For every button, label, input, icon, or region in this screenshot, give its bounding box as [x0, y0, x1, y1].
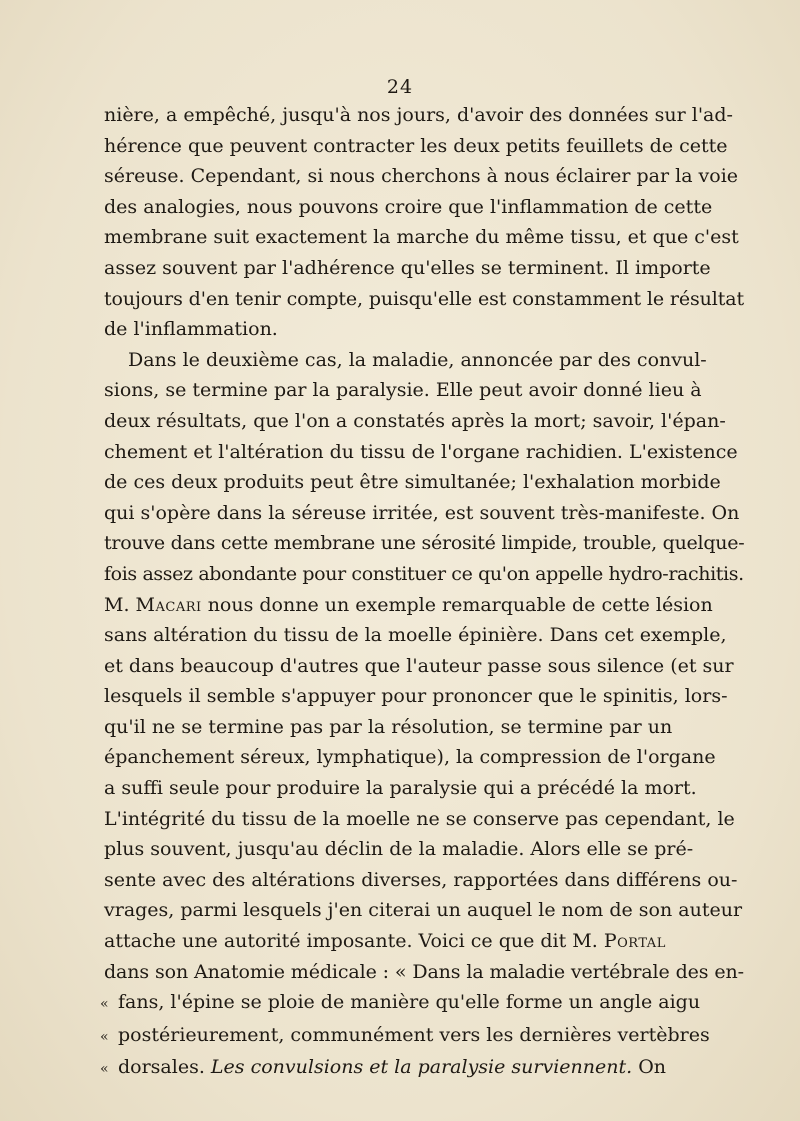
text-line: plus souvent, jusqu'au déclin de la maladie. Alors elle se pré-: [104, 838, 694, 861]
text-line: [104, 590, 744, 621]
line-text: attache une autorité imposante. Voici ce que dit M.: [104, 930, 604, 953]
quote-mark: «: [100, 1028, 109, 1045]
text-line: vrages, parmi lesquels j'en citerai un auquel le nom de son auteur: [104, 899, 743, 922]
text-line: fois assez abondante pour constituer ce qu'on appelle hydro-rachitis.: [104, 562, 744, 585]
text-line: dans son Anatomie médicale : « Dans la maladie vertébrale des en-: [104, 960, 744, 983]
text-line: des analogies, nous pouvons croire que l'inflammation de cette: [104, 195, 713, 218]
text-line: a suffi seule pour produire la paralysie qui a précédé la mort.: [104, 777, 697, 800]
text-line: trouve dans cette membrane une sérosité limpide, trouble, quelque-: [104, 532, 745, 555]
quote-mark: «: [100, 996, 109, 1013]
quote-mark: «: [100, 1061, 109, 1078]
text-line: sans altération du tissu de la moelle épinière. Dans cet exemple,: [104, 624, 727, 647]
text-line: qui s'opère dans la séreuse irritée, est souvent très-manifeste. On: [104, 501, 740, 524]
text-line: L'intégrité du tissu de la moelle ne se conserve pas cependant, le: [104, 807, 735, 830]
text-line: [104, 926, 744, 957]
text-line: hérence que peuvent contracter les deux petits feuillets de cette: [104, 134, 728, 157]
text-line: assez souvent par l'adhérence qu'elles se terminent. Il importe: [104, 256, 711, 279]
text-line: de ces deux produits peut être simultanée; l'exhalation morbide: [104, 471, 721, 494]
text-line: membrane suit exactement la marche du même tissu, et que c'est: [104, 226, 739, 249]
text-line: de l'inflammation.: [104, 318, 278, 341]
body-text: [100, 100, 745, 1085]
text-line: lesquels il semble s'appuyer pour prononcer que le spinitis, lors-: [104, 685, 728, 708]
author-name-macari: Macari: [135, 593, 202, 616]
text-line: sente avec des altérations diverses, rapportées dans différens ou-: [104, 868, 738, 891]
line-text: fans, l'épine se ploie de manière qu'elle forme un angle aigu: [118, 991, 701, 1014]
text-line: et dans beaucoup d'autres que l'auteur passe sous silence (et sur: [104, 654, 734, 677]
text-line: sions, se termine par la paralysie. Elle peut avoir donné lieu à: [104, 379, 702, 402]
text-line: qu'il ne se termine pas par la résolution, se termine par un: [104, 715, 673, 738]
text-line: séreuse. Cependant, si nous cherchons à nous éclairer par la voie: [104, 165, 739, 188]
line-text: dorsales.: [118, 1056, 211, 1079]
text-line: épanchement séreux, lymphatique), la compression de l'organe: [104, 746, 716, 769]
text-line: deux résultats, que l'on a constatés après la mort; savoir, l'épan-: [104, 409, 726, 432]
text-line: chement et l'altération du tissu de l'organe rachidien. L'existence: [104, 440, 738, 463]
author-name-portal: Portal: [603, 930, 666, 953]
italic-quote: Les convulsions et la paralysie surviennent.: [210, 1056, 633, 1079]
quote-line: [100, 987, 744, 1020]
paragraph-start-line: Dans le deuxième cas, la maladie, annoncée par des convul-: [128, 348, 707, 371]
text-line: nière, a empêché, jusqu'à nos jours, d'avoir des données sur l'ad-: [104, 104, 733, 126]
quote-line: [100, 1052, 744, 1085]
line-text: postérieurement, communément vers les dernières vertèbres: [118, 1023, 710, 1046]
line-text: M.: [104, 593, 136, 616]
text-line: toujours d'en tenir compte, puisqu'elle est constamment le résultat: [104, 287, 744, 310]
quote-line: [100, 1020, 744, 1053]
line-text: On: [632, 1056, 667, 1079]
line-text: nous donne un exemple remarquable de cette lésion: [201, 593, 713, 616]
page-number: 24: [386, 76, 414, 98]
